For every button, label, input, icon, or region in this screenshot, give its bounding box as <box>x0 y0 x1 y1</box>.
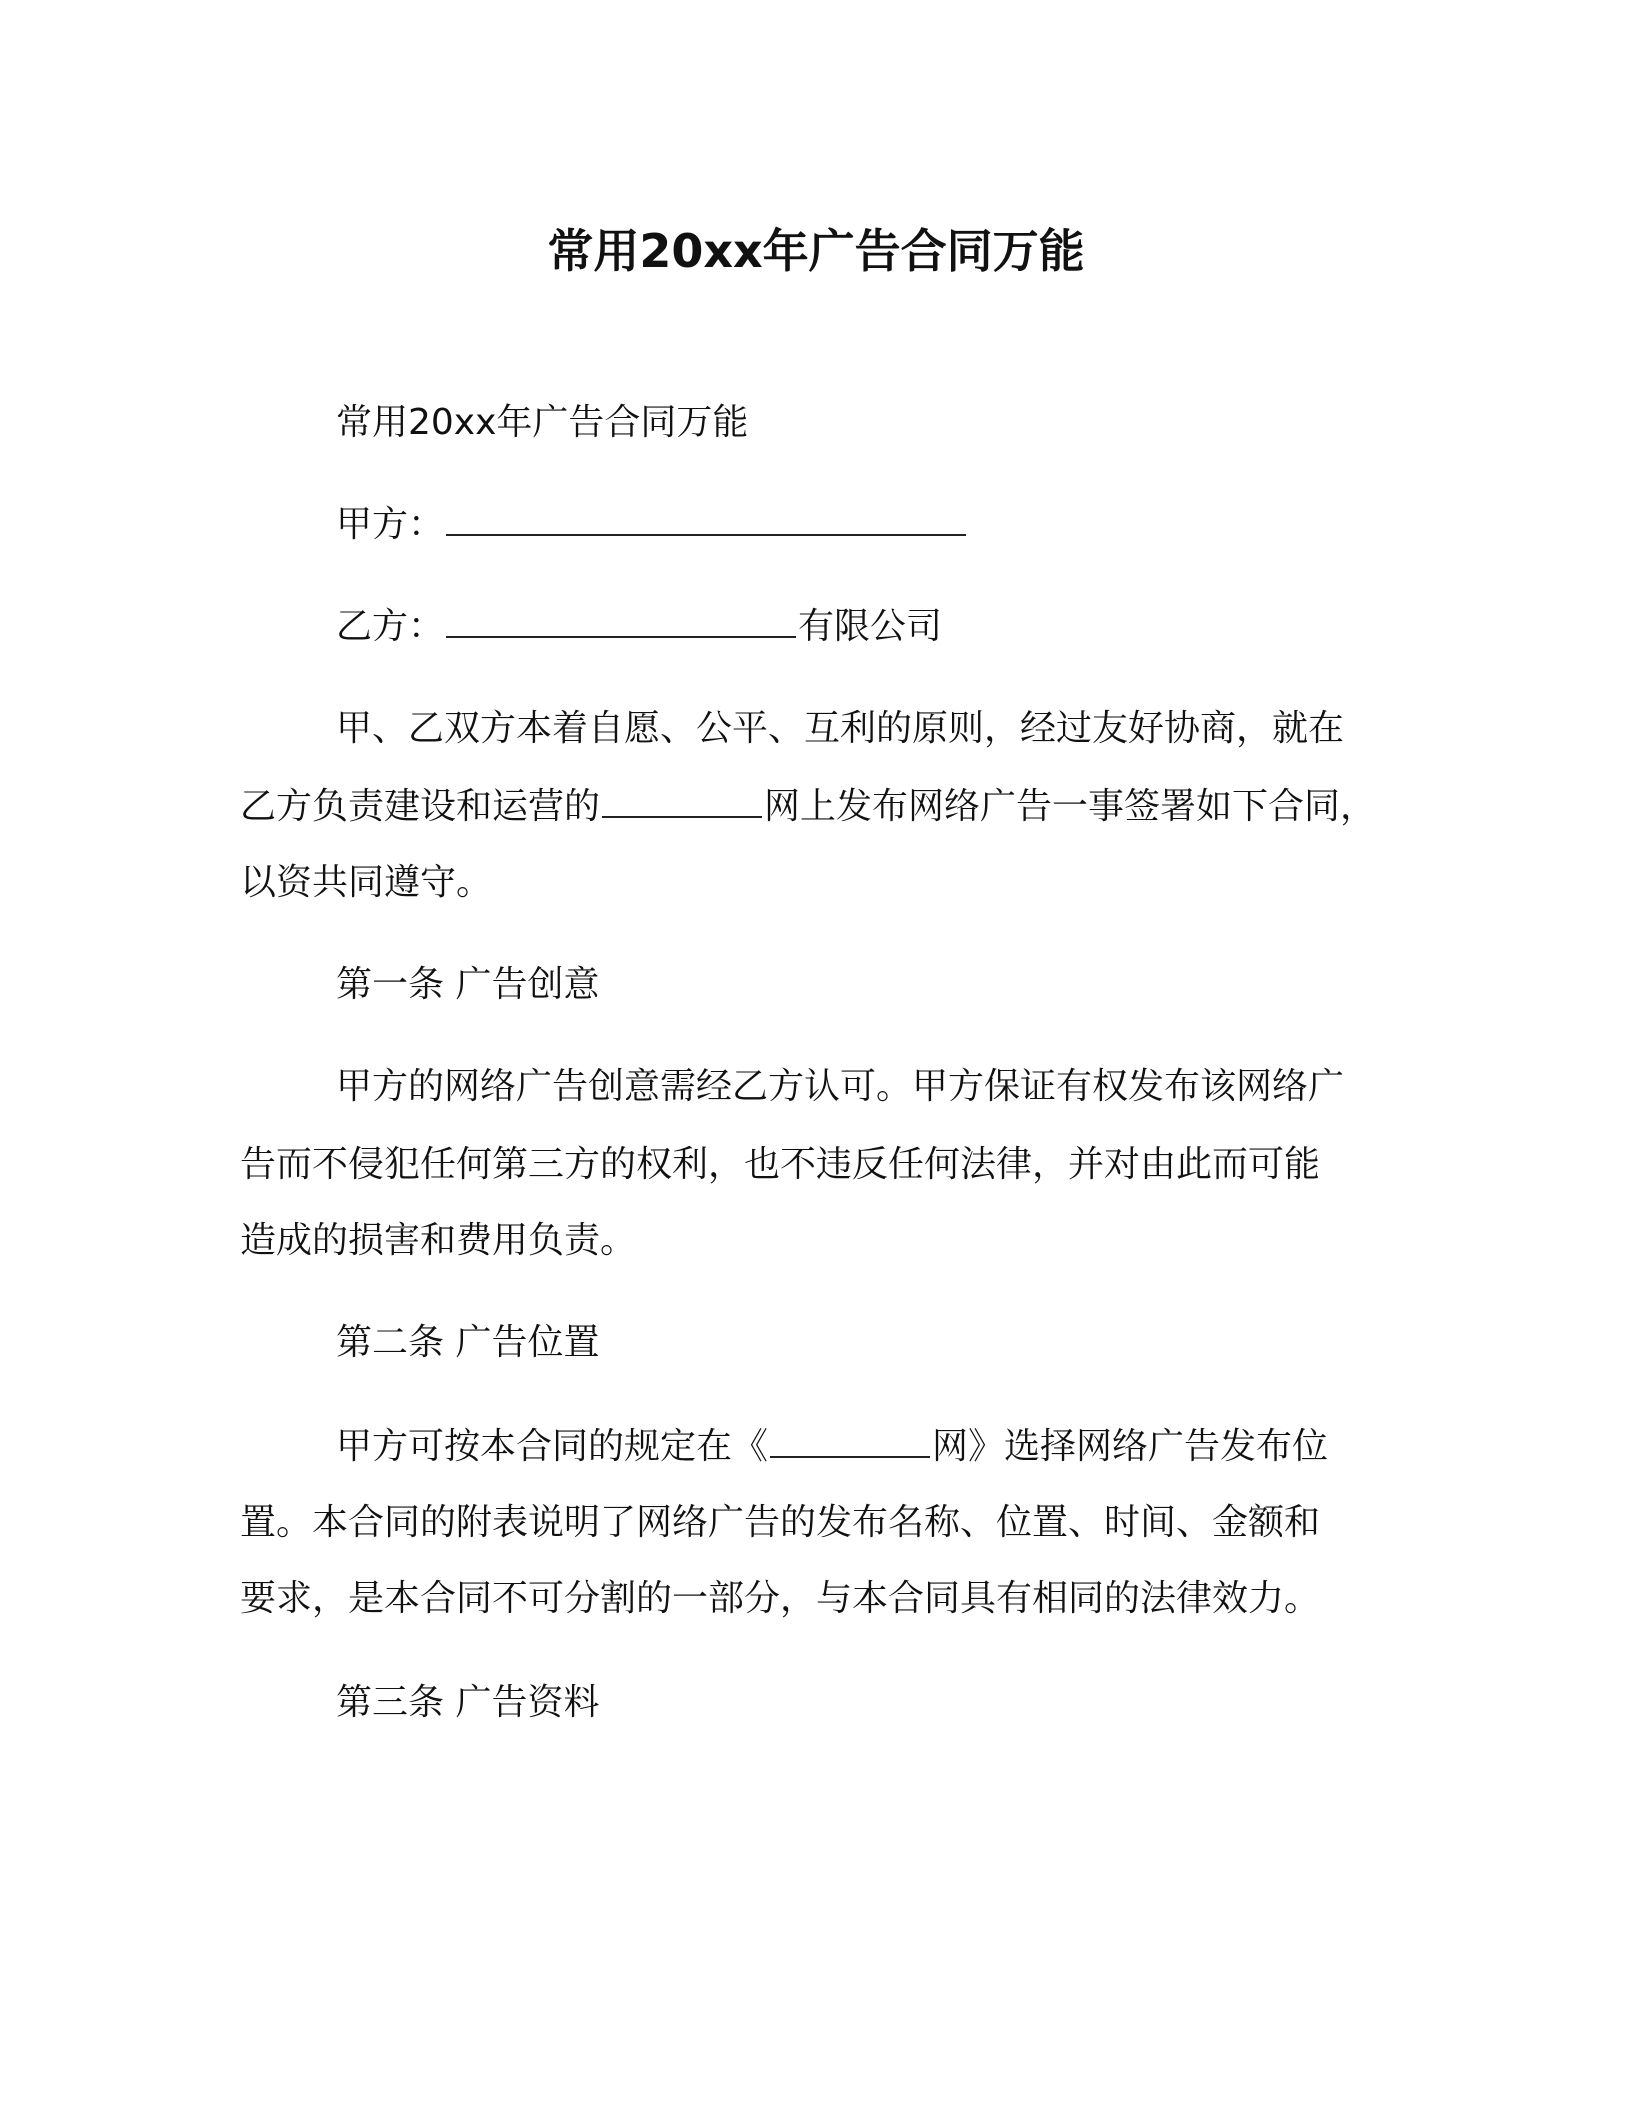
party-a-blank <box>446 502 966 536</box>
article-1-line-3: 造成的损害和费用负责。 <box>240 1220 637 1261</box>
article-2-line-3: 要求，是本合同不可分割的一部分，与本合同具有相同的法律效力。 <box>240 1578 1321 1619</box>
website-blank <box>602 784 762 818</box>
article-1-heading: 第一条 广告创意 <box>336 964 600 1005</box>
intro-line-1: 甲、乙双方本着自愿、公平、互利的原则，经过友好协商，就在 <box>336 708 1345 749</box>
site-name-blank <box>770 1424 930 1458</box>
intro-line-2 <box>240 782 1376 832</box>
article-2-heading: 第二条 广告位置 <box>336 1322 600 1363</box>
article-1-line-1: 甲方的网络广告创意需经乙方认可。甲方保证有权发布该网络广 <box>336 1066 1345 1107</box>
document-subtitle: 常用20xx年广告合同万能 <box>336 402 749 443</box>
party-b-line <box>336 602 942 652</box>
article-3-heading: 第三条 广告资料 <box>336 1682 600 1723</box>
party-b-blank <box>446 604 796 638</box>
article-2-line-1-after: 网》选择网络广告发布位 <box>932 1426 1329 1467</box>
article-2-line-1-before: 甲方可按本合同的规定在《 <box>336 1426 769 1467</box>
article-2-line-2: 置。本合同的附表说明了网络广告的发布名称、位置、时间、金额和 <box>240 1502 1321 1543</box>
intro-line-2-before: 乙方负责建设和运营的 <box>240 786 601 827</box>
intro-line-2-after: 网上发布网络广告一事签署如下合同， <box>764 786 1377 827</box>
party-b-suffix: 有限公司 <box>798 606 943 647</box>
party-a-label: 甲方： <box>336 504 445 545</box>
article-2-line-1 <box>336 1422 1328 1472</box>
party-b-label: 乙方： <box>336 606 445 647</box>
article-1-line-2: 告而不侵犯任何第三方的权利，也不违反任何法律，并对由此而可能 <box>240 1144 1321 1185</box>
document-title: 常用20xx年广告合同万能 <box>547 224 1085 278</box>
party-a-line <box>336 500 968 550</box>
intro-line-3: 以资共同遵守。 <box>240 862 493 903</box>
